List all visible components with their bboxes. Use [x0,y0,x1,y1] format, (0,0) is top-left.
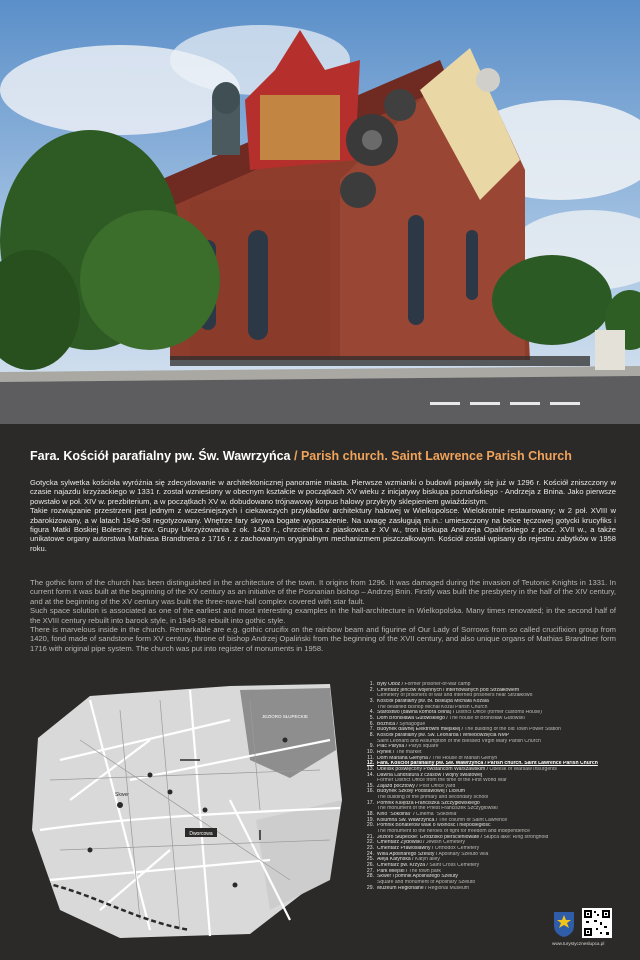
title-polish: Fara. Kościół parafialny pw. Św. Wawrzyńca [30,449,291,463]
legend-item: 16. Budynek Szkoły Podstawowej i Liceum [366,788,466,795]
map-label-square: Skwer [115,792,129,798]
description-english-paragraph: Such space solution is associated as one of the earliest and most interesting examples in the hall-architecture in Wielkopolska. Many times renovated; in the second half of the XVIII century rebuilt into barock style, in 1949-58 rebuilt into gothic style. [30,606,616,625]
legend-item: 19. Kolumna Św. Wawrzyńca / The column of Saint Lawrence [366,816,508,823]
legend-item: 21. Jezioro Słupeckie: Grodzisko pierścieniowate / Słupca lake: Ring stronghold [366,833,549,840]
map-label-lake: JEZIORO SŁUPECKIE [261,714,309,719]
legend-item: 17. Pomnik Księdza Franciszka Szczygłowskiego [366,799,480,806]
town-logo-icon [552,910,576,938]
legend-item: 15. Zajazd pocztowy / Post Office yard [366,782,456,789]
qr-code-icon[interactable] [582,908,612,938]
legend-item: 25. Aleja Katyńska / Katyń alley [366,856,440,863]
description-english [30,578,616,653]
legend-item-sub: The beatified Bishop Michał Kozal Parish Church [377,704,488,710]
legend-item-highlighted: 12. Fara. Kościół parafialny pw. Św. Wawrzyńca / Parish church. Saint Lawrence Parish Church [366,760,598,767]
legend-item: 8. Kościół parafialny pw. Św. Leonarda i Wniebowzięcia NMP [369,731,510,738]
legend-item: 2. Cmentarz jeńców wojennych i internowanych pod Strzałkowem [369,686,520,693]
legend-list [360,682,622,891]
legend-item-sub: Saint Leonard and Assumption of the Blessed Virgin Mary Parish Church [377,738,541,744]
town-map [30,680,346,938]
legend-item: 29. Muzeum Regionalne / Regional Museum [366,884,470,891]
legend-item-sub: Former District Office from the time of the First World War [377,778,507,784]
legend-item: 14. Dawna Landratura z czasów I wojny światowej [366,771,483,778]
page-title [30,449,630,463]
legend-item: 10. Rynek / The market [366,748,422,755]
legend-item-sub: Cemetery of prisoners of war and interned prisoners near Strzałkowo [377,693,533,699]
map-label-street: Dworcowa [189,831,213,837]
description-english-paragraph: The gothic form of the church has been distinguished in the architecture of the town. It origins from 1296. It was damaged during the invasion of Teutonic Knights in 1331. In current form it was built at the beginning of the XV century as an initiative of the Posnanian bishop – Andrzej Bnin. Firstly was built the presbytery in the half of the XIV century, and at the beginning of the XV century was built the three-nave-hall complex covered with star fault. [30,578,616,606]
legend-item: 3. Kościół parafialny pw. Bł. Biskupa Michała Kozala [369,697,489,704]
description-polish-paragraph: Takie rozwiązanie przestrzeni jest jednym z wcześniejszych i ciekawszych przykładów architektury halowej w Wielkopolsce. Wielokrotnie restaurowany; w 2 poł. XVIII w zbarokizowany, a w latach 1949-58 regotyzowany. Wnętrze fary skrywa bogate wyposażenie. Na uwagę zasługują m.in.: umieszczony na belce tęczowej gotycki krucyfiks i figura Matki Boskiej Bolesnej z tzw. Grupy Ukrzyżowania z ok. 1420 r., chrzcielnica z piaskowca z XV w., tron biskupa Andrzeja Opalińskiego z pocz. XVII w., a także unikatowe organy autorstwa Mathiasa Brandtnera z 1716 r. z zachowanym oryginalnym mechanizmem piszczałkowym. Kościół został wpisany do rejestru zabytków w 1958 roku. [30,506,616,553]
description-polish-paragraph: Gotycka sylwetka kościoła wyróżnia się zdecydowanie w architektonicznej panoramie miasta. Pierwsze wzmianki o budowli pojawiły się już w 1296 r. Kościół zniszczony w czasie najazdu krzyżackiego w 1331 r. został wzniesiony w obecnym kształcie w początkach XV wieku z inicjatywy biskupa poznańskiego - Andrzeja z Bnina. Jako pierwsze powstało w poł. XIV w. prezbiterium, a w początkach XV w. dobudowano trójnawowy korpus halowy przykryty sklepieniem gwiaździstym. [30,478,616,506]
legend-item-sub: The building of the primary and secondary school [377,795,489,801]
legend-item: 23. Cmentarz Prawosławny / Orthodox Cemetery [366,845,480,852]
description-polish [30,478,616,553]
website-link[interactable]: www.turystyczneslupca.pl [552,941,605,946]
legend-item: 27. Park Miejski / The town park [366,867,441,874]
description-english-paragraph: There is marvelous inside in the church. Remarkable are e.g. gothic crucifix on the rainbow beam and figurine of Our Lady of Sorrows from so called crucifixion group from 1420, fond made of sandstone form XV century, throne of bishop Andrzej Opaliński from the beginning of the XVII century, and also unique organs of Mathias Brandtner form 1716 with original pipe system. The church was put into register of monuments in 1958. [30,625,616,653]
legend-item-sub: The monument of the Priest Franciszek Szczygłowski [377,806,498,812]
legend-item: 11. Dom Mariana Glenyna / The House of Marian Glenyn [367,754,498,761]
legend-item: 6. Bóżnica / Synagogue [369,720,426,727]
legend-item: 28. Skwer i pomnik Apolinarego Szeluty [366,873,458,880]
legend-item: 26. Cmentarz pw. Krzyża / Saint Cross Cemetery [366,862,480,868]
legend-item: 1. Były Obóz / Former prisoner-of-war camp [369,681,471,687]
legend-item-sub: The monument to the heroes of fight for freedom and independence [377,829,530,835]
legend-item: 7. Budynek dawnej Elektrowni miejskiej / The building of the old Town Power Station [369,726,561,733]
legend-item: 18. Kino "Sokolnia" / Cinema "Sokolnia" [366,811,459,818]
legend-item: 9. Plac Parysa / Parys square [369,743,439,750]
legend-item-sub: Square and monument of Apolinary Szeluto [377,879,476,885]
legend-item: 13. Obelisk poświęcony Powstańcom Warszawskim / Obelisk of Warsaw Insurgents [366,765,557,772]
legend-item: 22. Cmentarz Żydowski / Jewish Cemetery [366,839,466,846]
title-english: Parish church. Saint Lawrence Parish Church [300,449,572,463]
church-photo [0,0,640,424]
legend-item: 4. Starostwo (dawna komora celna) / District Office (former customs House) [369,709,542,716]
legend-item: 24. Willa Apolinarego Szeluty / Apolinary Szeluto villa [366,850,489,857]
title-separator: / [293,449,298,463]
legend-item: 5. Dom Bronisława Gutowskiego / The house of Bronisław Gutowski [369,714,525,721]
legend-item: 20. Pomnik Bohaterów walk o wolność i niepodległość [366,822,491,829]
